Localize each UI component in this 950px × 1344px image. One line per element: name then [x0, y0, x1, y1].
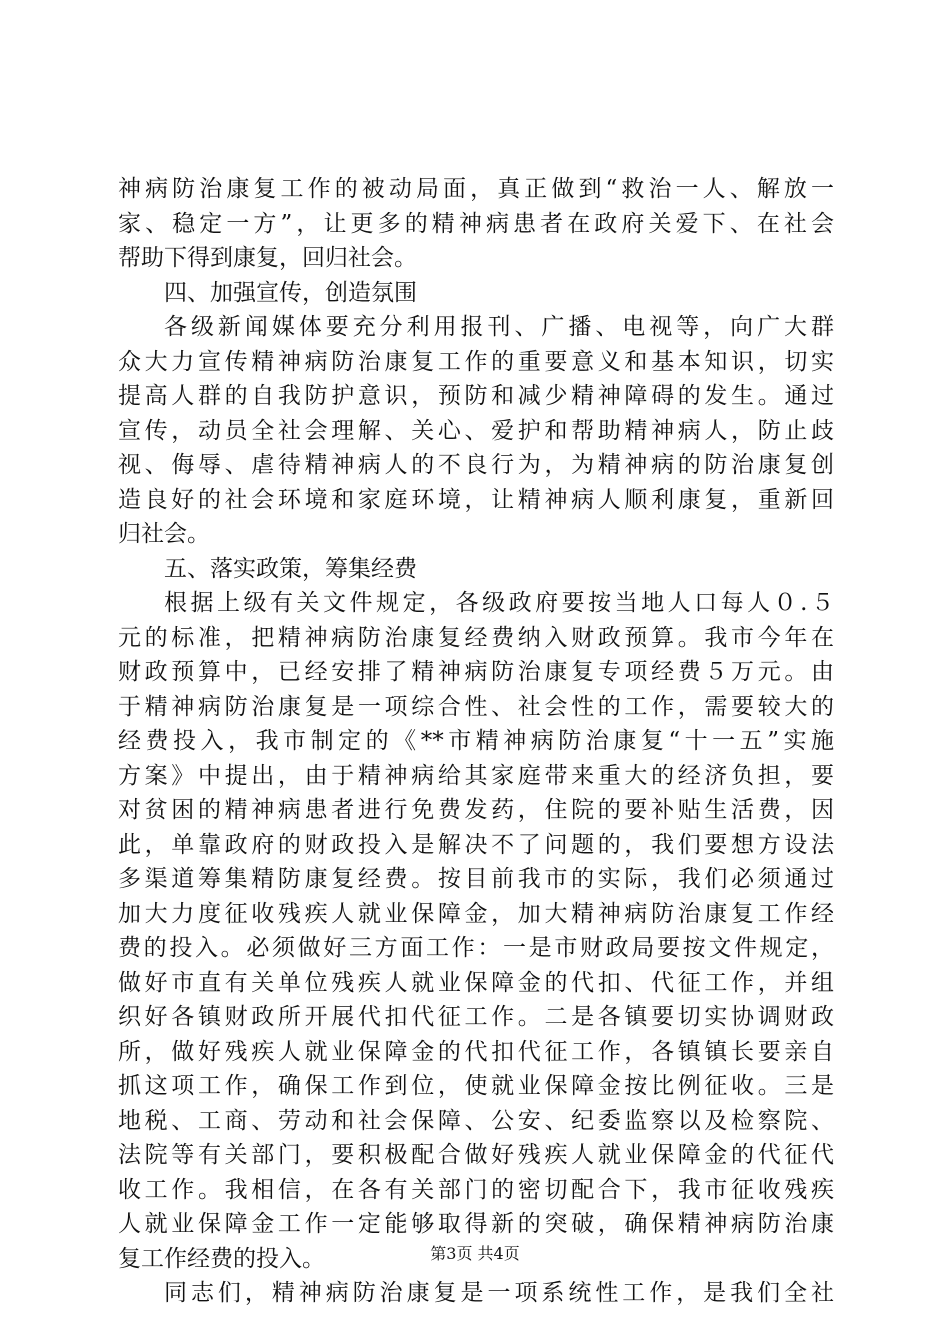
text-line: 财政预算中，已经安排了精神病防治康复专项经费５万元。由 [118, 659, 834, 685]
text-line: 家、稳定一方”，让更多的精神病患者在政府关爱下、在社会 [118, 210, 834, 237]
text-line: 造良好的社会环境和家庭环境，让精神病人顺利康复，重新回 [118, 486, 834, 513]
text-line: 收工作。我相信，在各有关部门的密切配合下，我市征收残疾 [118, 1176, 834, 1203]
text-line: 经费投入，我市制定的《**市精神病防治康复“十一五”实施 [118, 728, 834, 754]
text-line: 费的投入。必须做好三方面工作：一是市财政局要按文件规定， [118, 935, 834, 961]
text-line: 此，单靠政府的财政投入是解决不了问题的，我们要想方设法 [118, 831, 834, 858]
document-body [118, 172, 834, 1311]
page-number-footer: 第3页 共4页 [430, 1244, 520, 1263]
text-line: 织好各镇财政所开展代扣代征工作。二是各镇要切实协调财政 [118, 1004, 834, 1030]
text-line: 帮助下得到康复，回归社会。 [118, 245, 417, 271]
section-heading: 四、加强宣传，创造氛围 [164, 279, 417, 306]
text-line: 对贫困的精神病患者进行免费发药，住院的要补贴生活费，因 [118, 797, 834, 823]
text-line: 各级新闻媒体要充分利用报刊、广播、电视等，向广大群 [164, 314, 834, 340]
text-line: 做好市直有关单位残疾人就业保障金的代扣、代征工作，并组 [118, 969, 834, 996]
text-line: 法院等有关部门，要积极配合做好残疾人就业保障金的代征代 [118, 1142, 834, 1168]
text-line: 神病防治康复工作的被动局面，真正做到“救治一人、解放一 [118, 176, 834, 202]
text-line: 抓这项工作，确保工作到位，使就业保障金按比例征收。三是 [118, 1073, 834, 1099]
text-line: 视、侮辱、虐待精神病人的不良行为，为精神病的防治康复创 [118, 452, 834, 478]
section-heading: 五、落实政策，筹集经费 [164, 555, 417, 582]
text-line: 提高人群的自我防护意识，预防和减少精神障碍的发生。通过 [118, 383, 834, 409]
text-line: 加大力度征收残疾人就业保障金，加大精神病防治康复工作经 [118, 900, 834, 927]
text-line: 归社会。 [118, 521, 210, 547]
text-line: 方案》中提出，由于精神病给其家庭带来重大的经济负担，要 [118, 762, 834, 789]
text-line: 元的标准，把精神病防治康复经费纳入财政预算。我市今年在 [118, 624, 834, 651]
text-line: 众大力宣传精神病防治康复工作的重要意义和基本知识，切实 [118, 348, 834, 375]
text-line: 根据上级有关文件规定，各级政府要按当地人口每人０.５ [164, 590, 834, 616]
text-line: 人就业保障金工作一定能够取得新的突破，确保精神病防治康 [118, 1211, 834, 1237]
text-line: 复工作经费的投入。 [118, 1245, 325, 1272]
text-line: 于精神病防治康复是一项综合性、社会性的工作，需要较大的 [118, 693, 834, 720]
text-line: 地税、工商、劳动和社会保障、公安、纪委监察以及检察院、 [118, 1107, 834, 1134]
text-line: 宣传，动员全社会理解、关心、爱护和帮助精神病人，防止歧 [118, 417, 834, 444]
text-line: 同志们，精神病防治康复是一项系统性工作，是我们全社 [164, 1280, 834, 1306]
text-line: 所，做好残疾人就业保障金的代扣代征工作，各镇镇长要亲自 [118, 1038, 834, 1065]
text-line: 多渠道筹集精防康复经费。按目前我市的实际，我们必须通过 [118, 866, 834, 892]
